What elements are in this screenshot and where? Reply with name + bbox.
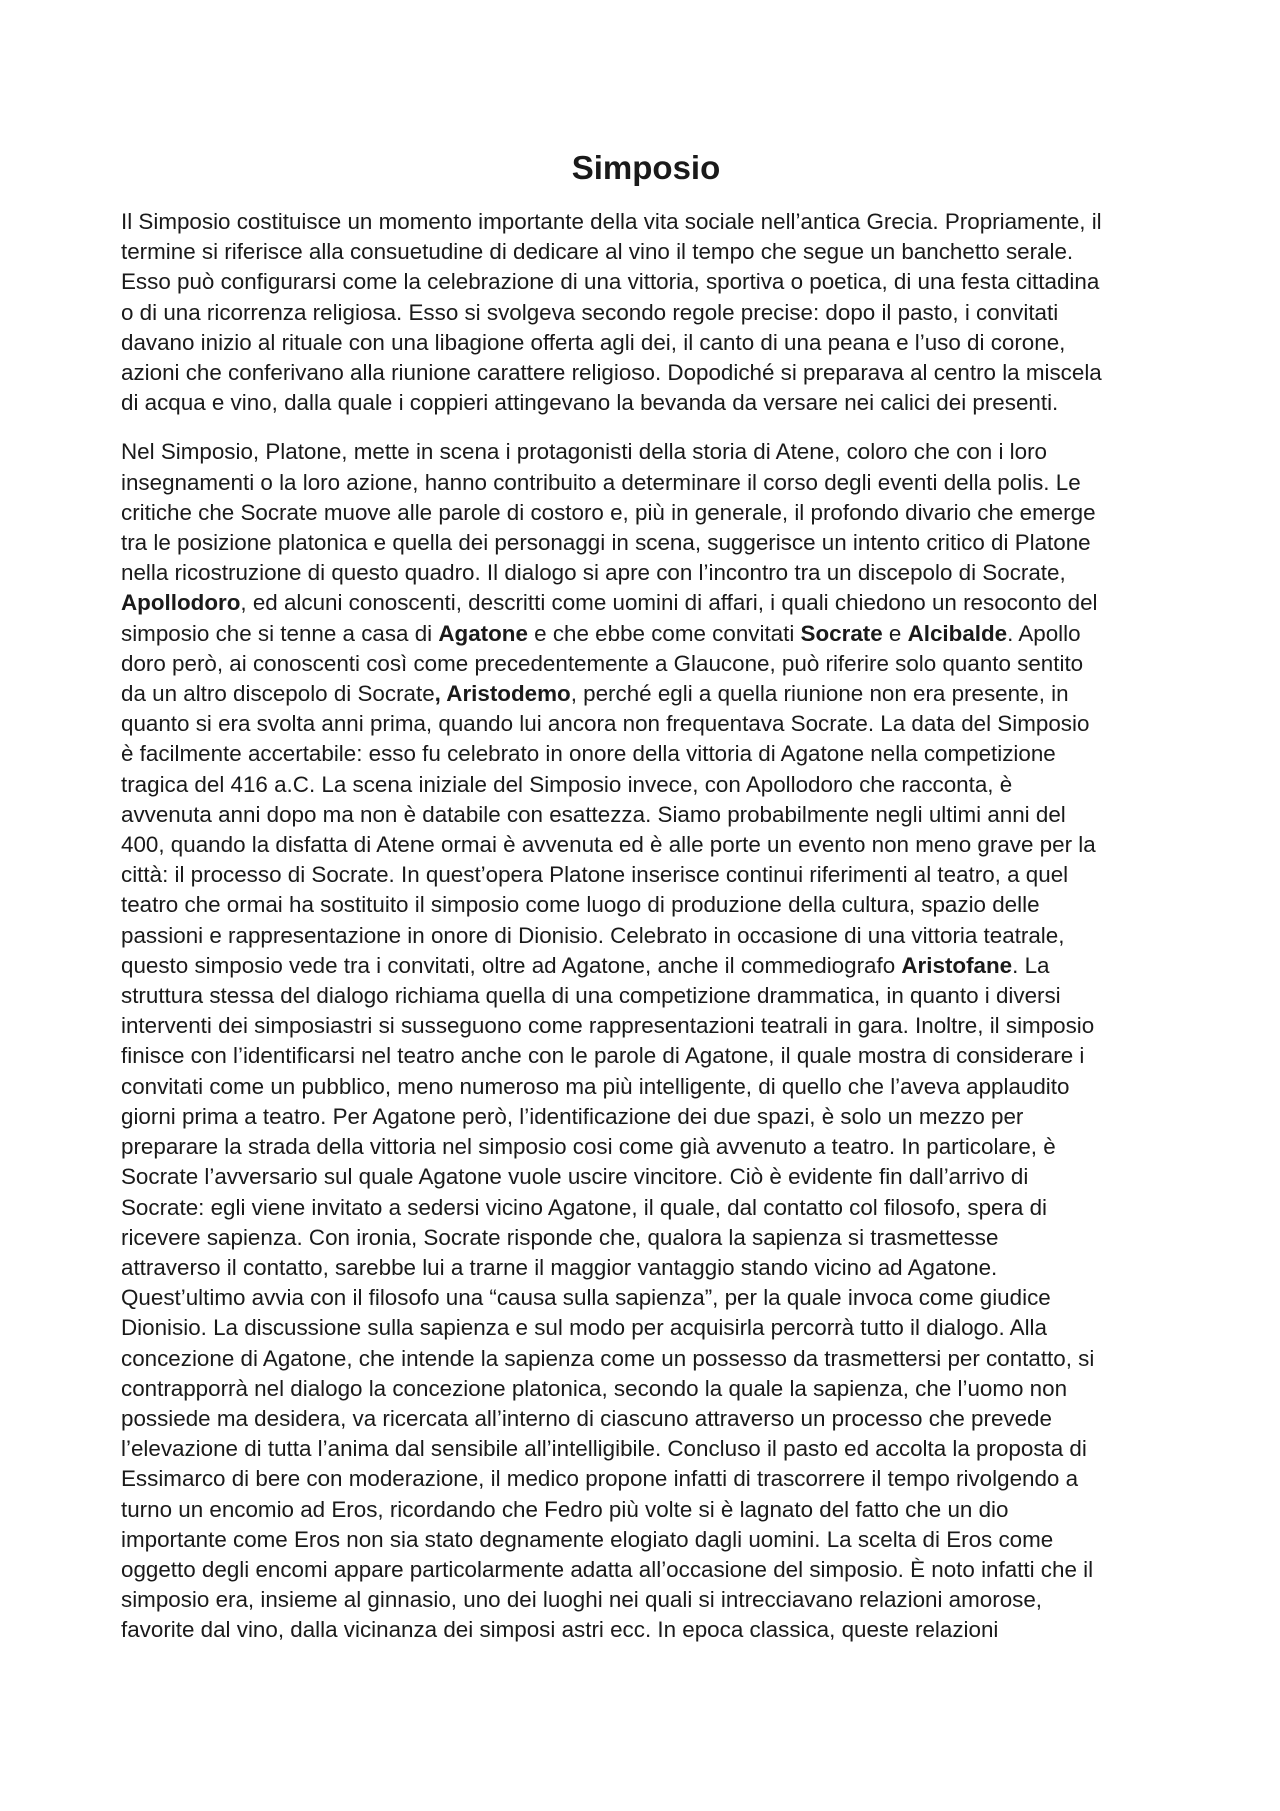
text-line: da un altro discepolo di Socrate, Aristodemo, perché egli a quella riunione non era presente, in [121,681,1069,707]
text-line: tragica del 416 a.C. La scena iniziale del Simposio invece, con Apollodoro che racconta, è [121,771,1013,797]
text-line: turno un encomio ad Eros, ricordando che Fedro più volte si è lagnato del fatto che un dio [121,1496,1009,1522]
text-line: Apollodoro, ed alcuni conoscenti, descritti come uomini di affari, i quali chiedono un resoconto del [121,590,1098,616]
text-line: questo simposio vede tra i convitati, oltre ad Agatone, anche il commediografo Aristofane. La [121,952,1050,978]
text-line: ricevere sapienza. Con ironia, Socrate risponde che, qualora la sapienza si trasmettesse [121,1224,999,1250]
paragraph [121,207,1163,418]
text-line: Essimarco di bere con moderazione, il medico propone infatti di trascorrere il tempo rivolgendo a [121,1466,1079,1492]
text-line: di acqua e vino, dalla quale i coppieri attingevano la bevanda da versare nei calici dei presenti. [121,390,1059,416]
text-line: l’elevazione di tutta l’anima dal sensibile all’intelligibile. Concluso il pasto ed accolta la proposta di [121,1436,1087,1462]
document-page [121,148,1163,1665]
text-line: convitati come un pubblico, meno numeroso ma più intelligente, di quello che l’aveva applaudito [121,1073,1070,1099]
text-line: insegnamenti o la loro azione, hanno contribuito a determinare il corso degli eventi della polis. Le [121,469,1081,495]
text-line: giorni prima a teatro. Per Agatone però, l’identificazione dei due spazi, è solo un mezzo per [121,1103,1024,1129]
document-title: Simposio [571,149,721,186]
text-line: attraverso il contatto, sarebbe lui a trarne il maggior vantaggio stando vicino ad Agatone. [121,1254,998,1280]
text-line: Dionisio. La discussione sulla sapienza e sul modo per acquisirla percorrà tutto il dialogo. Alla [121,1315,1047,1341]
text-line: Nel Simposio, Platone, mette in scena i protagonisti della storia di Atene, coloro che con i loro [121,439,1047,465]
text-line: oggetto degli encomi appare particolarmente adatta all’occasione del simposio. È noto infatti che il [121,1556,1094,1582]
text-line: concezione di Agatone, che intende la sapienza come un possesso da trasmettersi per contatto, si [121,1345,1095,1371]
text-line: possiede ma desidera, va ricercata all’interno di ciascuno attraverso un processo che prevede [121,1405,1052,1431]
text-line: importante come Eros non sia stato degnamente elogiato dagli uomini. La scelta di Eros come [121,1526,1054,1552]
text-line: preparare la strada della vittoria nel simposio cosi come già avvenuto a teatro. In particolare, è [121,1134,1056,1160]
text-line: davano inizio al rituale con una libagione offerta agli dei, il canto di una peana e l’uso di corone, [121,329,1066,355]
text-line: Socrate: egli viene invitato a sedersi vicino Agatone, il quale, dal contatto col filosofo, spera di [121,1194,1048,1220]
text-line: passioni e rappresentazione in onore di Dionisio. Celebrato in occasione di una vittoria teatrale, [121,922,1065,948]
text-line: o di una ricorrenza religiosa. Esso si svolgeva secondo regole precise: dopo il pasto, i convitati [121,299,1059,325]
text-line: Esso può configurarsi come la celebrazione di una vittoria, sportiva o poetica, di una festa cittadina [121,269,1100,295]
text-line: città: il processo di Socrate. In quest’opera Platone inserisce continui riferimenti al teatro, a quel [121,862,1069,888]
bold-name: , Aristodemo [434,681,571,707]
text-line: tra le posizione platonica e quella dei personaggi in scena, suggerisce un intento critico di Platone [121,530,1091,556]
text-line: interventi dei simposiastri si susseguono come rappresentazioni teatrali in gara. Inoltre, il simposio [121,1013,1095,1039]
document-body [121,207,1163,1646]
bold-name: Agatone [438,620,528,646]
text-line: 400, quando la disfatta di Atene ormai è avvenuta ed è alle porte un evento non meno grave per la [121,832,1096,858]
text-line: Socrate l’avversario sul quale Agatone vuole uscire vincitore. Ciò è evidente fin dall’arrivo di [121,1164,1029,1190]
text-line: Il Simposio costituisce un momento importante della vita sociale nell’antica Grecia. Propriamente, il [121,209,1102,234]
text-line: Quest’ultimo avvia con il filosofo una “causa sulla sapienza”, per la quale invoca come giudice [121,1285,1051,1311]
text-line: simposio che si tenne a casa di Agatone e che ebbe come convitati Socrate e Alcibalde. Apollo [121,620,1081,646]
bold-name: Aristofane [901,952,1013,978]
text-line: favorite dal vino, dalla vicinanza dei simposi astri ecc. In epoca classica, queste relazioni [121,1617,999,1643]
text-line: quanto si era svolta anni prima, quando lui ancora non frequentava Socrate. La data del Simposio [121,711,1090,737]
text-line: termine si riferisce alla consuetudine di dedicare al vino il tempo che segue un banchetto serale. [121,239,1074,265]
text-line: azioni che conferivano alla riunione carattere religioso. Dopodiché si preparava al centro la miscela [121,360,1102,386]
paragraph [121,437,1163,1645]
bold-name: Apollodoro [121,590,241,616]
text-line: simposio era, insieme al ginnasio, uno dei luoghi nei quali si intrecciavano relazioni amorose, [121,1587,1043,1613]
bold-name: Socrate [800,620,883,646]
text-line: teatro che ormai ha sostituito il simposio come luogo di produzione della cultura, spazio delle [121,892,1040,918]
text-line: è facilmente accertabile: esso fu celebrato in onore della vittoria di Agatone nella competizione [121,741,1056,767]
text-line: struttura stessa del dialogo richiama quella di una competizione drammatica, in quanto i diversi [121,983,1061,1009]
text-line: finisce con l’identificarsi nel teatro anche con le parole di Agatone, il quale mostra di considerare i [121,1043,1085,1069]
text-line: doro però, ai conoscenti così come precedentemente a Glaucone, può riferire solo quanto sentito [121,650,1084,676]
text-line: nella ricostruzione di questo quadro. Il dialogo si apre con l’incontro tra un discepolo di Socrate, [121,560,1066,586]
bold-name: Alcibalde [907,620,1008,646]
text-line: critiche che Socrate muove alle parole di costoro e, più in generale, il profondo divario che emerge [121,499,1096,525]
text-line: contrapporrà nel dialogo la concezione platonica, secondo la quale la sapienza, che l’uomo non [121,1375,1068,1401]
text-line: avvenuta anni dopo ma non è databile con esattezza. Siamo probabilmente negli ultimi anni del [121,801,1066,827]
